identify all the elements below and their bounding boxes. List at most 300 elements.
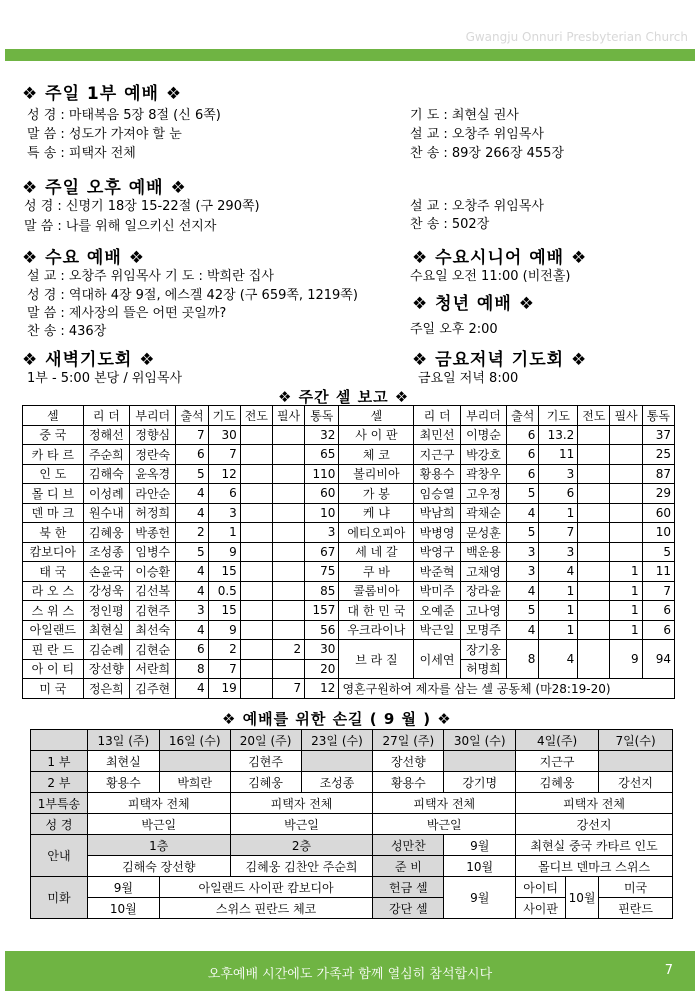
cell-stat: [272, 484, 304, 504]
cell-stat: 3: [507, 562, 539, 582]
cell-leader: 박남희: [414, 503, 460, 523]
cell-stat: 3: [539, 542, 578, 562]
cell-stat: [578, 445, 610, 465]
cell-leader: 박미주: [414, 581, 460, 601]
cell-name: 대 한 민 국: [339, 601, 414, 621]
cell-leader: 정인평: [83, 601, 129, 621]
cell-stat: [240, 542, 272, 562]
cell-col-header: 통독: [305, 406, 339, 426]
cell-stat: 4: [176, 562, 208, 582]
cell-stat: 4: [176, 484, 208, 504]
cell-leader: 임병수: [130, 542, 176, 562]
cell-stat: [240, 679, 272, 699]
wedsenior-time: 수요일 오전 11:00 (비전홀): [410, 269, 571, 284]
cell-stat: 1: [610, 562, 642, 582]
cell-stat: 94: [642, 640, 674, 679]
dawn-title: ❖ 새벽기도회 ❖: [22, 350, 156, 370]
sunday1-preacher: 설 교 : 오창주 위임목사: [410, 127, 544, 142]
cell-name: 몰 디 브: [23, 484, 84, 504]
cell-name: 브 라 질: [339, 640, 414, 679]
cell-name: 가 봉: [339, 484, 414, 504]
cell-leader: 강성욱: [83, 581, 129, 601]
cell-col-header: 부리더: [460, 406, 506, 426]
cell-stat: 1: [539, 503, 578, 523]
table-row: [23, 581, 675, 601]
sunday1-special: 특 송 : 피택자 전체: [27, 146, 136, 161]
offering-month: 10월: [566, 877, 599, 919]
cell-leader: 김현주: [130, 601, 176, 621]
cell-col-header: 필사: [610, 406, 642, 426]
cell-stat: [272, 542, 304, 562]
helper-cell: 박근일: [230, 814, 373, 835]
cell-stat: 13.2: [539, 425, 578, 445]
table-row: [23, 601, 675, 621]
wedsenior-title: ❖ 수요시니어 예배 ❖: [412, 248, 588, 268]
row-label: 1 부: [31, 751, 88, 772]
cell-stat: 30: [305, 640, 339, 660]
cell-stat: 15: [208, 601, 240, 621]
helper-cell: 박근일: [87, 814, 230, 835]
cell-stat: 1: [610, 620, 642, 640]
empty-cell: [301, 751, 373, 772]
cell-leader: 김해숙: [83, 464, 129, 484]
cell-stat: 19: [208, 679, 240, 699]
cell-leader: 박근일: [414, 620, 460, 640]
sunday1-prayer: 기 도 : 최현실 권사: [410, 108, 519, 123]
cell-stat: 37: [642, 425, 674, 445]
sundaypm-title: ❖ 주일 오후 예배 ❖: [22, 178, 187, 198]
cell-leader: 지근구: [414, 445, 460, 465]
cell-footnote: 영혼구원하여 제자를 삼는 셀 공동체 (마28:19-20): [339, 679, 675, 699]
cell-name: 태 국: [23, 562, 84, 582]
table-row: [23, 620, 675, 640]
cell-name: 캄보디아: [23, 542, 84, 562]
cell-stat: 3: [539, 464, 578, 484]
cell-stat: [240, 464, 272, 484]
communion-month: 9월: [444, 835, 516, 856]
cell-name: 볼리비아: [339, 464, 414, 484]
cell-stat: 1: [610, 601, 642, 621]
cell-stat: 1: [539, 601, 578, 621]
wednesday-line3: 말 씀 : 제사장의 뜰은 어떤 곳일까?: [27, 306, 227, 321]
guide-floor1: 1층: [87, 835, 230, 856]
helpers-title: ❖ 예배를 위한 손길 ( 9 월 ) ❖: [222, 710, 452, 728]
cell-name: 콜롬비아: [339, 581, 414, 601]
youth-title: ❖ 청년 예배 ❖: [412, 294, 535, 314]
cell-leader: 고채영: [460, 562, 506, 582]
cell-name: 쿠 바: [339, 562, 414, 582]
cell-report-table: [22, 405, 675, 699]
cell-stat: 29: [642, 484, 674, 504]
cell-name: 라 오 스: [23, 581, 84, 601]
communion-cells: 몰디브 덴마크 스위스: [516, 856, 673, 877]
cell-stat: [578, 523, 610, 543]
cell-stat: 5: [642, 542, 674, 562]
cell-stat: [240, 503, 272, 523]
cell-stat: 75: [305, 562, 339, 582]
cell-stat: 3: [208, 503, 240, 523]
cell-stat: [272, 601, 304, 621]
cell-stat: 56: [305, 620, 339, 640]
empty-cell: [599, 751, 673, 772]
wednesday-line2: 성 경 : 역대하 4장 9절, 에스겔 42장 (구 659쪽, 1219쪽): [27, 288, 358, 303]
cell-stat: 4: [176, 620, 208, 640]
cell-stat: 6: [176, 640, 208, 660]
cell-leader: 장라윤: [460, 581, 506, 601]
cell-stat: 7: [642, 581, 674, 601]
cell-stat: 11: [642, 562, 674, 582]
cell-leader: 모명주: [460, 620, 506, 640]
helper-cell: 박근일: [373, 814, 516, 835]
offering-cell: 미국: [599, 877, 673, 898]
row-label: 1부특송: [31, 793, 88, 814]
cell-stat: [578, 601, 610, 621]
cell-stat: 2: [176, 523, 208, 543]
cell-leader: 정해선: [83, 425, 129, 445]
helper-cell: 강선지: [516, 814, 673, 835]
cell-stat: 12: [208, 464, 240, 484]
helper-cell: 김혜웅: [230, 772, 301, 793]
cell-stat: [272, 562, 304, 582]
table-row: [23, 484, 675, 504]
cell-name: 카 타 르: [23, 445, 84, 465]
helpers-row-scripture: [31, 814, 673, 835]
cell-stat: [578, 464, 610, 484]
table-row: [23, 445, 675, 465]
cell-stat: 15: [208, 562, 240, 582]
cell-stat: 9: [208, 620, 240, 640]
helper-cell: 강선지: [599, 772, 673, 793]
cell-stat: [578, 425, 610, 445]
church-name: Gwangju Onnuri Presbyterian Church: [465, 30, 688, 44]
cell-stat: 2: [272, 640, 304, 660]
cell-stat: 5: [507, 601, 539, 621]
cell-leader: 오예준: [414, 601, 460, 621]
sunday1-sermon: 말 씀 : 성도가 가져야 할 눈: [27, 127, 182, 142]
cell-leader: 김혜웅: [83, 523, 129, 543]
helper-cell: 김혜웅: [516, 772, 599, 793]
date-cell: 20일 (주): [230, 730, 301, 751]
cell-col-header: 셀: [23, 406, 84, 426]
cell-leader: 장기웅: [460, 640, 506, 660]
cell-stat: [240, 601, 272, 621]
row-label: 2 부: [31, 772, 88, 793]
cell-stat: [272, 581, 304, 601]
empty-cell: [444, 751, 516, 772]
table-row: [23, 425, 675, 445]
helper-cell: 최현실: [87, 751, 159, 772]
cell-col-header: 통독: [642, 406, 674, 426]
cell-stat: [272, 464, 304, 484]
cell-leader: 이명순: [460, 425, 506, 445]
sundaypm-scripture: 성 경 : 신명기 18장 15-22절 (구 290쪽): [24, 199, 260, 214]
cell-stat: [578, 542, 610, 562]
table-row: [23, 503, 675, 523]
helper-cell: 강기명: [444, 772, 516, 793]
helper-cell: 피택자 전체: [516, 793, 673, 814]
guide-floor2: 2층: [230, 835, 373, 856]
cell-col-header: 기도: [539, 406, 578, 426]
cell-stat: 4: [539, 640, 578, 679]
cell-leader: 손윤국: [83, 562, 129, 582]
corner-cell: [31, 730, 88, 751]
cell-col-header: 기도: [208, 406, 240, 426]
header-bar: [5, 49, 695, 61]
cell-stat: 157: [305, 601, 339, 621]
helpers-row-1bu: [31, 751, 673, 772]
cell-stat: 5: [176, 464, 208, 484]
date-cell: 4일(주): [516, 730, 599, 751]
cell-stat: 9: [208, 542, 240, 562]
cell-stat: 25: [642, 445, 674, 465]
offering-label: 강단 셀: [373, 898, 444, 919]
cell-stat: 60: [642, 503, 674, 523]
cell-stat: [610, 523, 642, 543]
cell-stat: 10: [305, 503, 339, 523]
cell-stat: 7: [272, 679, 304, 699]
sundaypm-hymns: 찬 송 : 502장: [410, 217, 490, 232]
youth-time: 주일 오후 2:00: [410, 322, 498, 337]
cell-leader: 임승열: [414, 484, 460, 504]
cell-name: 인 도: [23, 464, 84, 484]
cell-stat: 1: [539, 581, 578, 601]
cell-stat: 65: [305, 445, 339, 465]
table-row: [23, 562, 675, 582]
cell-stat: 87: [642, 464, 674, 484]
cell-stat: [240, 640, 272, 660]
offering-month: 9월: [444, 877, 516, 919]
cell-leader: 이성례: [83, 484, 129, 504]
cell-leader: 주순희: [83, 445, 129, 465]
offering-cell: 사이판: [516, 898, 566, 919]
cell-leader: 김순례: [83, 640, 129, 660]
cell-name: 체 코: [339, 445, 414, 465]
cell-stat: 4: [507, 620, 539, 640]
sundaypm-sermon: 말 씀 : 나를 위해 일으키신 선지자: [24, 219, 217, 234]
cell-stat: [578, 562, 610, 582]
cell-leader: 곽창우: [460, 464, 506, 484]
cell-stat: 5: [507, 484, 539, 504]
cell-stat: 8: [176, 659, 208, 679]
cell-stat: 4: [176, 679, 208, 699]
empty-cell: [159, 751, 230, 772]
footer-bar: [5, 951, 695, 991]
cell-leader: 박종헌: [130, 523, 176, 543]
cell-stat: [272, 659, 304, 679]
cell-name: 핀 란 드: [23, 640, 84, 660]
sundaypm-preacher: 설 교 : 오창주 위임목사: [410, 199, 544, 214]
cell-stat: 30: [208, 425, 240, 445]
communion-label: 준 비: [373, 856, 444, 877]
cell-leader: 라안순: [130, 484, 176, 504]
cell-stat: 60: [305, 484, 339, 504]
cell-stat: 20: [305, 659, 339, 679]
cell-stat: 6: [208, 484, 240, 504]
cell-stat: [272, 503, 304, 523]
cell-leader: 박영구: [414, 542, 460, 562]
sunday1-title: ❖ 주일 1부 예배 ❖: [22, 84, 183, 104]
cell-name: 우크라이나: [339, 620, 414, 640]
cell-leader: 백운용: [460, 542, 506, 562]
cell-stat: [578, 581, 610, 601]
cell-stat: [272, 425, 304, 445]
cell-name: 아일랜드: [23, 620, 84, 640]
offering-cell: 핀란드: [599, 898, 673, 919]
wednesday-line1: 설 교 : 오창주 위임목사 기 도 : 박희란 집사: [27, 269, 274, 284]
cell-col-header: 출석: [507, 406, 539, 426]
helper-cell: 황용수: [87, 772, 159, 793]
cell-leader: 최민선: [414, 425, 460, 445]
helpers-date-row: [31, 730, 673, 751]
cell-stat: 6: [176, 445, 208, 465]
cell-stat: 7: [208, 445, 240, 465]
cell-stat: 7: [208, 659, 240, 679]
cell-stat: 5: [176, 542, 208, 562]
date-cell: 16일 (수): [159, 730, 230, 751]
cell-stat: 85: [305, 581, 339, 601]
flower-month: 10월: [87, 898, 159, 919]
helpers-row-flower1: [31, 877, 673, 898]
cell-leader: 이승환: [130, 562, 176, 582]
cell-leader: 박강호: [460, 445, 506, 465]
cell-leader: 김현순: [130, 640, 176, 660]
cell-col-header: 부리더: [130, 406, 176, 426]
helper-cell: 지근구: [516, 751, 599, 772]
cell-name: 세 네 갈: [339, 542, 414, 562]
cell-stat: 6: [539, 484, 578, 504]
table-row: [23, 679, 675, 699]
cell-stat: [240, 581, 272, 601]
cell-stat: [272, 620, 304, 640]
date-cell: 23일 (수): [301, 730, 373, 751]
cell-stat: 9: [610, 640, 642, 679]
cell-name: 스 위 스: [23, 601, 84, 621]
cell-leader: 최현실: [83, 620, 129, 640]
table-row: [23, 542, 675, 562]
communion-cells: 최현실 중국 카타르 인도: [516, 835, 673, 856]
cell-stat: [240, 425, 272, 445]
page-number: 7: [664, 963, 673, 978]
helper-cell: 조성종: [301, 772, 373, 793]
cell-leader: 박준혁: [414, 562, 460, 582]
helper-cell: 황용수: [373, 772, 444, 793]
cell-name: 케 냐: [339, 503, 414, 523]
cell-stat: 6: [507, 464, 539, 484]
cell-stat: 6: [642, 620, 674, 640]
cell-stat: [272, 445, 304, 465]
wednesday-line4: 찬 송 : 436장: [27, 324, 107, 339]
cell-leader: 곽채순: [460, 503, 506, 523]
cell-leader: 허명희: [460, 659, 506, 679]
cell-stat: 4: [176, 581, 208, 601]
cell-stat: [240, 659, 272, 679]
cell-stat: [610, 503, 642, 523]
cell-stat: [578, 640, 610, 679]
cell-stat: [610, 542, 642, 562]
flower-month: 9월: [87, 877, 159, 898]
cell-leader: 황용수: [414, 464, 460, 484]
helper-cell: 피택자 전체: [230, 793, 373, 814]
cell-leader: 허정희: [130, 503, 176, 523]
cell-stat: [578, 620, 610, 640]
cell-stat: 7: [176, 425, 208, 445]
footer-text: 오후예배 시간에도 가족과 함께 열심히 참석합시다: [207, 967, 493, 982]
cell-stat: [240, 562, 272, 582]
helper-cell: 박희란: [159, 772, 230, 793]
date-cell: 30일 (수): [444, 730, 516, 751]
cell-leader: 고우정: [460, 484, 506, 504]
cell-stat: [272, 523, 304, 543]
row-label: 안내: [31, 835, 88, 877]
communion-label: 성만찬: [373, 835, 444, 856]
helper-cell: 김현주: [230, 751, 301, 772]
cell-name: 덴 마 크: [23, 503, 84, 523]
cell-stat: 11: [539, 445, 578, 465]
cell-leader: 최선숙: [130, 620, 176, 640]
row-label: 성 경: [31, 814, 88, 835]
flower-cells: 스위스 핀란드 체코: [159, 898, 373, 919]
helpers-row-guide2: [31, 856, 673, 877]
helpers-table: [30, 729, 673, 919]
cell-stat: [610, 484, 642, 504]
cell-stat: [578, 484, 610, 504]
cell-stat: [240, 620, 272, 640]
flower-cells: 아일랜드 사이판 캄보디아: [159, 877, 373, 898]
cell-col-header: 필사: [272, 406, 304, 426]
cell-stat: 7: [539, 523, 578, 543]
cell-stat: 10: [642, 523, 674, 543]
cell-stat: 1: [208, 523, 240, 543]
cell-name: 중 국: [23, 425, 84, 445]
cell-col-header: 전도: [578, 406, 610, 426]
cell-stat: 6: [642, 601, 674, 621]
cell-leader: 정향심: [130, 425, 176, 445]
cell-stat: 4: [507, 503, 539, 523]
cell-leader: 정은희: [83, 679, 129, 699]
cell-stat: 3: [507, 542, 539, 562]
cell-stat: [240, 445, 272, 465]
cell-leader: 김주현: [130, 679, 176, 699]
cell-stat: 32: [305, 425, 339, 445]
cell-stat: [610, 445, 642, 465]
table-row: [23, 523, 675, 543]
cell-leader: 서란희: [130, 659, 176, 679]
sunday1-scripture: 성 경 : 마태복음 5장 8절 (신 6쪽): [27, 108, 221, 123]
offering-cell: 아이티: [516, 877, 566, 898]
cell-leader: 조성종: [83, 542, 129, 562]
cell-stat: 4: [507, 581, 539, 601]
cell-col-header: 전도: [240, 406, 272, 426]
cell-name: 미 국: [23, 679, 84, 699]
cell-name: 아 이 티: [23, 659, 84, 679]
offering-label: 헌금 셀: [373, 877, 444, 898]
cell-stat: [610, 464, 642, 484]
cell-stat: 8: [507, 640, 539, 679]
cell-leader: 윤옥경: [130, 464, 176, 484]
table-row: [23, 640, 675, 660]
cell-leader: 장선향: [83, 659, 129, 679]
helper-cell: 장선향: [373, 751, 444, 772]
friday-title: ❖ 금요저녁 기도회 ❖: [412, 350, 588, 370]
cell-leader: 원수내: [83, 503, 129, 523]
cell-stat: 0.5: [208, 581, 240, 601]
cell-leader: 이세연: [414, 640, 460, 679]
helpers-row-guide1: [31, 835, 673, 856]
cell-col-header: 리 더: [83, 406, 129, 426]
cell-stat: [240, 484, 272, 504]
cell-stat: [578, 503, 610, 523]
cell-col-header: 출석: [176, 406, 208, 426]
